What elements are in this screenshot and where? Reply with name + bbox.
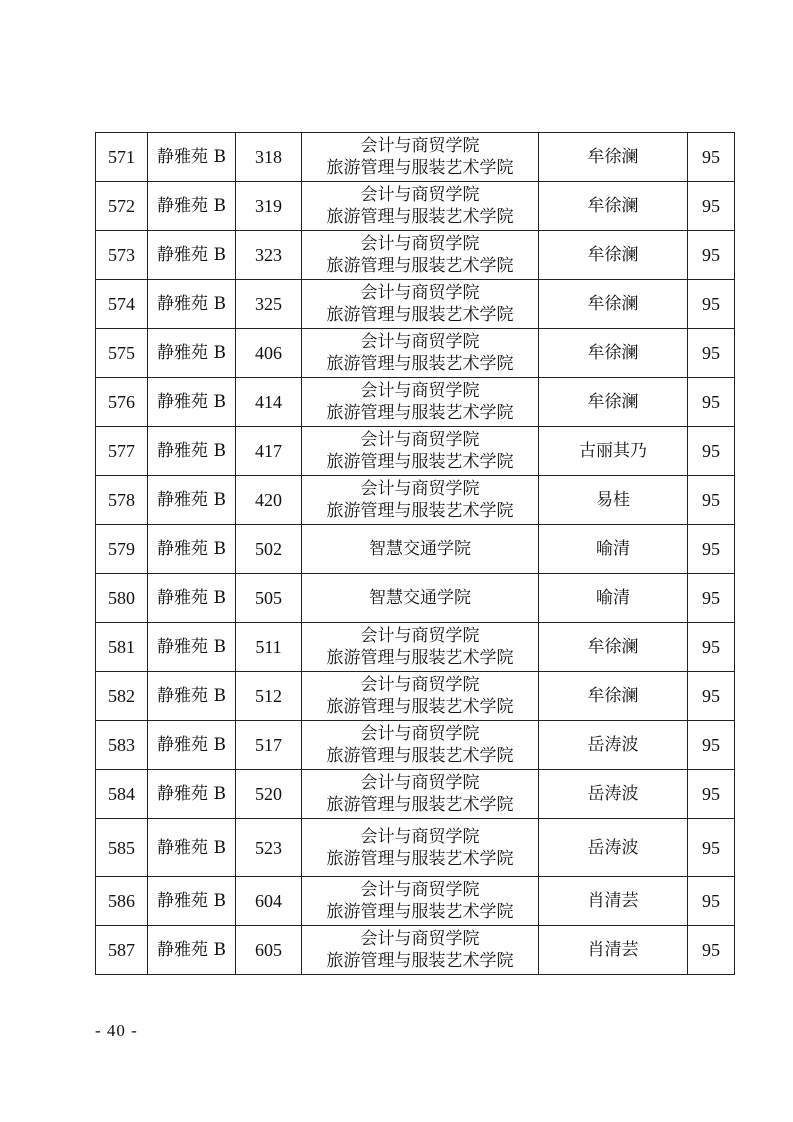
row-number-cell: 573 [96, 231, 148, 280]
college-line: 旅游管理与服装艺术学院 [326, 354, 514, 374]
table-row [96, 476, 735, 525]
row-number-cell: 577 [96, 427, 148, 476]
college-line: 会计与商贸学院 [360, 479, 480, 499]
score-cell: 95 [688, 133, 735, 182]
room-cell: 406 [236, 329, 302, 378]
college-line: 旅游管理与服装艺术学院 [326, 648, 514, 668]
row-number-cell: 580 [96, 574, 148, 623]
building-cell: 静雅苑 B [148, 926, 236, 975]
room-cell: 512 [236, 672, 302, 721]
room-cell: 319 [236, 182, 302, 231]
college-line: 会计与商贸学院 [360, 234, 480, 254]
score-cell: 95 [688, 525, 735, 574]
table-row [96, 770, 735, 819]
person-cell: 牟徐澜 [539, 378, 688, 427]
table-row [96, 819, 735, 877]
room-cell: 505 [236, 574, 302, 623]
college-line: 旅游管理与服装艺术学院 [326, 501, 514, 521]
building-cell: 静雅苑 B [148, 525, 236, 574]
college-line: 旅游管理与服装艺术学院 [326, 951, 514, 971]
college-cell [302, 329, 539, 378]
building-cell: 静雅苑 B [148, 721, 236, 770]
score-cell: 95 [688, 672, 735, 721]
college-cell [302, 819, 539, 877]
building-cell: 静雅苑 B [148, 877, 236, 926]
score-cell: 95 [688, 721, 735, 770]
college-line: 会计与商贸学院 [360, 626, 480, 646]
score-cell: 95 [688, 770, 735, 819]
college-line: 旅游管理与服装艺术学院 [326, 848, 514, 869]
building-cell: 静雅苑 B [148, 329, 236, 378]
row-number-cell: 583 [96, 721, 148, 770]
table-body [96, 133, 735, 975]
college-cell [302, 280, 539, 329]
person-cell: 肖清芸 [539, 926, 688, 975]
row-number-cell: 581 [96, 623, 148, 672]
score-cell: 95 [688, 329, 735, 378]
table-row [96, 574, 735, 623]
college-line: 会计与商贸学院 [360, 332, 480, 352]
row-number-cell: 574 [96, 280, 148, 329]
college-line: 会计与商贸学院 [360, 136, 480, 156]
room-cell: 523 [236, 819, 302, 877]
room-cell: 323 [236, 231, 302, 280]
building-cell: 静雅苑 B [148, 133, 236, 182]
college-line: 会计与商贸学院 [360, 381, 480, 401]
page-number: - 40 - [95, 1021, 138, 1040]
college-cell [302, 770, 539, 819]
table-row [96, 926, 735, 975]
table-row [96, 877, 735, 926]
college-line: 旅游管理与服装艺术学院 [326, 452, 514, 472]
score-cell: 95 [688, 926, 735, 975]
college-cell [302, 378, 539, 427]
building-cell: 静雅苑 B [148, 280, 236, 329]
row-number-cell: 578 [96, 476, 148, 525]
person-cell: 古丽其乃 [539, 427, 688, 476]
table-row [96, 672, 735, 721]
room-cell: 417 [236, 427, 302, 476]
college-line: 会计与商贸学院 [360, 430, 480, 450]
row-number-cell: 584 [96, 770, 148, 819]
college-cell [302, 525, 539, 574]
person-cell: 牟徐澜 [539, 231, 688, 280]
college-cell [302, 672, 539, 721]
building-cell: 静雅苑 B [148, 231, 236, 280]
building-cell: 静雅苑 B [148, 476, 236, 525]
college-cell [302, 721, 539, 770]
person-cell: 牟徐澜 [539, 672, 688, 721]
table-row [96, 427, 735, 476]
score-cell: 95 [688, 280, 735, 329]
building-cell: 静雅苑 B [148, 182, 236, 231]
room-cell: 420 [236, 476, 302, 525]
college-line: 会计与商贸学院 [360, 880, 480, 900]
college-line: 会计与商贸学院 [360, 724, 480, 744]
person-cell: 牟徐澜 [539, 182, 688, 231]
person-cell: 喻清 [539, 525, 688, 574]
room-cell: 502 [236, 525, 302, 574]
table-row [96, 182, 735, 231]
table-row [96, 231, 735, 280]
row-number-cell: 576 [96, 378, 148, 427]
room-cell: 318 [236, 133, 302, 182]
room-cell: 605 [236, 926, 302, 975]
row-number-cell: 585 [96, 819, 148, 877]
college-line: 旅游管理与服装艺术学院 [326, 902, 514, 922]
room-cell: 325 [236, 280, 302, 329]
score-cell: 95 [688, 574, 735, 623]
building-cell: 静雅苑 B [148, 770, 236, 819]
table-row [96, 280, 735, 329]
college-cell [302, 877, 539, 926]
building-cell: 静雅苑 B [148, 623, 236, 672]
table-row [96, 329, 735, 378]
person-cell: 牟徐澜 [539, 329, 688, 378]
building-cell: 静雅苑 B [148, 672, 236, 721]
score-cell: 95 [688, 378, 735, 427]
college-line: 智慧交通学院 [369, 539, 471, 559]
score-cell: 95 [688, 819, 735, 877]
college-line: 旅游管理与服装艺术学院 [326, 158, 514, 178]
row-number-cell: 582 [96, 672, 148, 721]
college-line: 会计与商贸学院 [360, 675, 480, 695]
table-row [96, 623, 735, 672]
college-cell [302, 182, 539, 231]
row-number-cell: 579 [96, 525, 148, 574]
row-number-cell: 571 [96, 133, 148, 182]
college-line: 会计与商贸学院 [360, 185, 480, 205]
row-number-cell: 586 [96, 877, 148, 926]
college-cell [302, 427, 539, 476]
college-line: 会计与商贸学院 [360, 773, 480, 793]
score-cell: 95 [688, 182, 735, 231]
score-cell: 95 [688, 476, 735, 525]
person-cell: 牟徐澜 [539, 280, 688, 329]
building-cell: 静雅苑 B [148, 427, 236, 476]
score-cell: 95 [688, 231, 735, 280]
college-cell [302, 231, 539, 280]
college-line: 会计与商贸学院 [360, 826, 480, 847]
college-cell [302, 133, 539, 182]
college-cell [302, 476, 539, 525]
row-number-cell: 572 [96, 182, 148, 231]
college-line: 旅游管理与服装艺术学院 [326, 795, 514, 815]
score-cell: 95 [688, 877, 735, 926]
score-cell: 95 [688, 623, 735, 672]
row-number-cell: 575 [96, 329, 148, 378]
table-row [96, 721, 735, 770]
college-line: 旅游管理与服装艺术学院 [326, 207, 514, 227]
table-row [96, 133, 735, 182]
person-cell: 岳涛波 [539, 721, 688, 770]
college-line: 旅游管理与服装艺术学院 [326, 256, 514, 276]
college-cell [302, 623, 539, 672]
college-line: 智慧交通学院 [369, 588, 471, 608]
room-cell: 511 [236, 623, 302, 672]
person-cell: 喻清 [539, 574, 688, 623]
score-cell: 95 [688, 427, 735, 476]
person-cell: 牟徐澜 [539, 623, 688, 672]
person-cell: 牟徐澜 [539, 133, 688, 182]
person-cell: 易桂 [539, 476, 688, 525]
college-line: 旅游管理与服装艺术学院 [326, 403, 514, 423]
building-cell: 静雅苑 B [148, 378, 236, 427]
building-cell: 静雅苑 B [148, 574, 236, 623]
table-row [96, 378, 735, 427]
person-cell: 岳涛波 [539, 770, 688, 819]
room-cell: 604 [236, 877, 302, 926]
college-line: 旅游管理与服装艺术学院 [326, 305, 514, 325]
row-number-cell: 587 [96, 926, 148, 975]
college-line: 会计与商贸学院 [360, 929, 480, 949]
college-line: 旅游管理与服装艺术学院 [326, 746, 514, 766]
person-cell: 岳涛波 [539, 819, 688, 877]
table-row [96, 525, 735, 574]
college-cell [302, 926, 539, 975]
college-line: 旅游管理与服装艺术学院 [326, 697, 514, 717]
room-cell: 414 [236, 378, 302, 427]
room-cell: 517 [236, 721, 302, 770]
person-cell: 肖清芸 [539, 877, 688, 926]
college-line: 会计与商贸学院 [360, 283, 480, 303]
dormitory-score-table [95, 132, 735, 975]
room-cell: 520 [236, 770, 302, 819]
building-cell: 静雅苑 B [148, 819, 236, 877]
college-cell [302, 574, 539, 623]
